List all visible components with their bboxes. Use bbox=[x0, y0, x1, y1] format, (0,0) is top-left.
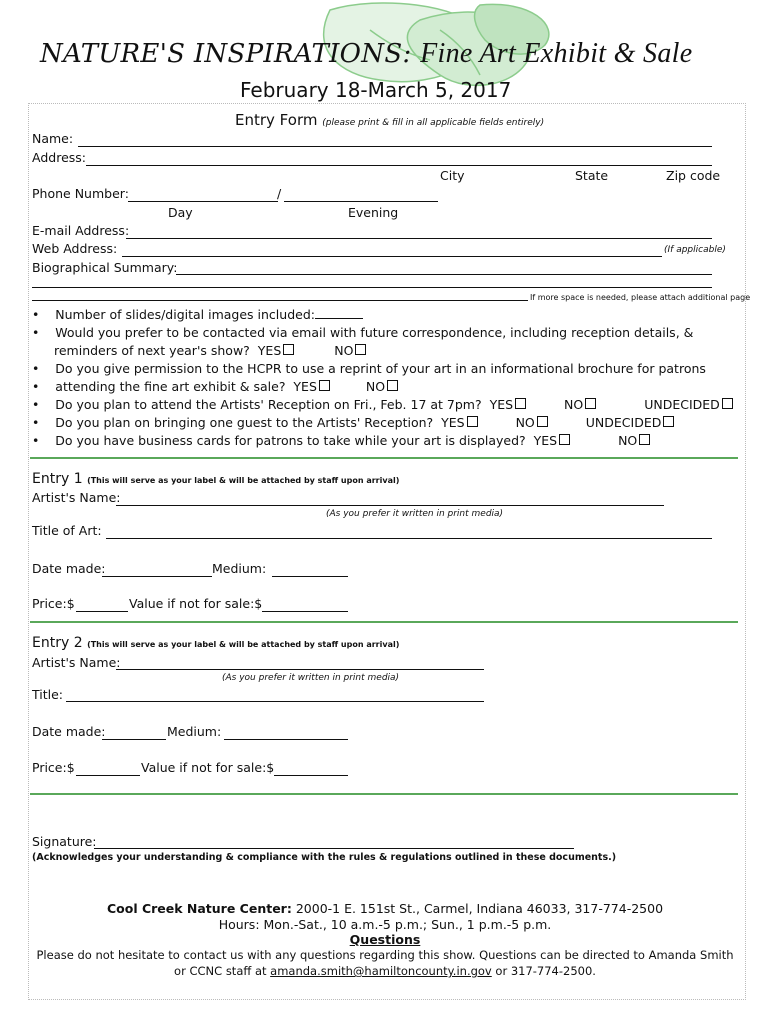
entry2-date-label: Date made: bbox=[32, 724, 106, 739]
entry2-artist-note: (As you prefer it written in print media) bbox=[222, 673, 400, 683]
bio-field-3[interactable] bbox=[32, 300, 528, 301]
entry2-artist-label: Artist's Name: bbox=[32, 655, 121, 670]
entry2-price-field[interactable] bbox=[76, 775, 140, 776]
entry2-price-label: Price:$ bbox=[32, 760, 75, 775]
phone-evening-field[interactable] bbox=[284, 201, 438, 202]
email-label: E-mail Address: bbox=[32, 223, 130, 238]
entry2-artist-field[interactable] bbox=[116, 669, 484, 670]
entry1-price-label: Price:$ bbox=[32, 596, 75, 611]
name-field[interactable] bbox=[78, 146, 712, 147]
q3-yes-checkbox[interactable] bbox=[319, 380, 330, 391]
entry1-artist-field[interactable] bbox=[116, 505, 664, 506]
phone-label: Phone Number: bbox=[32, 186, 129, 201]
state-label: State bbox=[575, 168, 609, 183]
footer-hours: Hours: Mon.-Sat., 10 a.m.-5 p.m.; Sun., 1 p.m.-5 p.m. bbox=[218, 917, 552, 932]
entry1-title-label: Title of Art: bbox=[32, 523, 102, 538]
event-dates: February 18-March 5, 2017 bbox=[240, 78, 512, 102]
q5-undecided-checkbox[interactable] bbox=[663, 416, 674, 427]
signature-ack: (Acknowledges your understanding & compliance with the rules & regulations outlined in these documents.) bbox=[32, 852, 617, 863]
question-business-cards: • Do you have business cards for patrons to take while your art is displayed? YES NO bbox=[32, 433, 650, 448]
footer-questions-heading: Questions bbox=[349, 932, 421, 947]
web-note: (If applicable) bbox=[664, 245, 726, 255]
q2-yes-checkbox[interactable] bbox=[283, 344, 294, 355]
entry-form-heading: Entry Form (please print & fill in all applicable fields entirely) bbox=[235, 111, 545, 129]
email-field[interactable] bbox=[126, 238, 712, 239]
question-guest: • Do you plan on bringing one guest to the Artists' Reception? YES NO UNDECIDED bbox=[32, 415, 674, 430]
signature-field[interactable] bbox=[94, 848, 574, 849]
footer-contact-line2: or CCNC staff at amanda.smith@hamiltoncounty.in.gov or 317-774-2500. bbox=[174, 964, 596, 978]
entry1-medium-field[interactable] bbox=[272, 576, 348, 577]
zip-label: Zip code bbox=[666, 168, 721, 183]
entry2-title-label: Title: bbox=[32, 687, 63, 702]
entry2-heading: Entry 2 (This will serve as your label & will be attached by staff upon arrival) bbox=[32, 635, 400, 651]
q6-no-checkbox[interactable] bbox=[639, 434, 650, 445]
bio-label: Biographical Summary: bbox=[32, 260, 178, 275]
entry1-title-field[interactable] bbox=[106, 538, 712, 539]
evening-label: Evening bbox=[348, 205, 399, 220]
entry1-value-label: Value if not for sale:$ bbox=[129, 596, 263, 611]
bio-field-2[interactable] bbox=[32, 287, 712, 288]
web-field[interactable] bbox=[122, 256, 662, 257]
divider-1 bbox=[30, 457, 738, 459]
q3-no-checkbox[interactable] bbox=[387, 380, 398, 391]
question-reprint: • Do you give permission to the HCPR to use a reprint of your art in an informational brochure for patrons bbox=[32, 361, 706, 376]
city-label: City bbox=[440, 168, 465, 183]
question-reception: • Do you plan to attend the Artists' Reception on Fri., Feb. 17 at 7pm? YES NO UNDECIDED bbox=[32, 397, 733, 412]
web-label: Web Address: bbox=[32, 241, 118, 256]
contact-email-link[interactable]: amanda.smith@hamiltoncounty.in.gov bbox=[270, 964, 492, 978]
question-reprint-cont: • attending the fine art exhibit & sale? YES NO bbox=[32, 379, 398, 394]
entry1-date-field[interactable] bbox=[102, 576, 212, 577]
q2-no-checkbox[interactable] bbox=[355, 344, 366, 355]
phone-slash: / bbox=[277, 186, 282, 201]
bio-field-1[interactable] bbox=[176, 274, 712, 275]
entry1-date-label: Date made: bbox=[32, 561, 106, 576]
address-field[interactable] bbox=[86, 165, 712, 166]
divider-2 bbox=[30, 621, 738, 623]
signature-label: Signature: bbox=[32, 834, 97, 849]
q6-yes-checkbox[interactable] bbox=[559, 434, 570, 445]
q4-no-checkbox[interactable] bbox=[585, 398, 596, 409]
entry1-artist-note: (As you prefer it written in print media) bbox=[326, 509, 504, 519]
bio-note: If more space is needed, please attach additional page bbox=[530, 293, 751, 302]
entry1-price-field[interactable] bbox=[76, 611, 128, 612]
q4-undecided-checkbox[interactable] bbox=[722, 398, 733, 409]
page-title: NATURE'S INSPIRATIONS: Fine Art Exhibit & Sale bbox=[40, 38, 693, 69]
footer-address: Cool Creek Nature Center: 2000-1 E. 151st St., Carmel, Indiana 46033, 317-774-2500 bbox=[106, 901, 664, 916]
entry2-medium-label: Medium: bbox=[167, 724, 222, 739]
q4-yes-checkbox[interactable] bbox=[515, 398, 526, 409]
q5-no-checkbox[interactable] bbox=[537, 416, 548, 427]
q5-yes-checkbox[interactable] bbox=[467, 416, 478, 427]
entry1-value-field[interactable] bbox=[262, 611, 348, 612]
divider-3 bbox=[30, 793, 738, 795]
entry2-value-field[interactable] bbox=[274, 775, 348, 776]
entry1-artist-label: Artist's Name: bbox=[32, 490, 121, 505]
entry2-title-field[interactable] bbox=[66, 701, 484, 702]
day-label: Day bbox=[168, 205, 193, 220]
entry1-heading: Entry 1 (This will serve as your label & will be attached by staff upon arrival) bbox=[32, 471, 400, 487]
entry1-medium-label: Medium: bbox=[212, 561, 267, 576]
question-email-cont: reminders of next year's show? YES NO bbox=[54, 343, 366, 358]
footer-contact-line1: Please do not hesitate to contact us with any questions regarding this show. Questions can be directed to Amanda Smith bbox=[36, 948, 734, 962]
address-label: Address: bbox=[32, 150, 86, 165]
entry2-date-field[interactable] bbox=[102, 739, 166, 740]
name-label: Name: bbox=[32, 131, 74, 146]
phone-day-field[interactable] bbox=[128, 201, 278, 202]
entry2-value-label: Value if not for sale:$ bbox=[141, 760, 275, 775]
question-slides: • Number of slides/digital images included: bbox=[32, 307, 363, 322]
question-email: • Would you prefer to be contacted via email with future correspondence, including reception details, & bbox=[32, 325, 694, 340]
entry2-medium-field[interactable] bbox=[224, 739, 348, 740]
